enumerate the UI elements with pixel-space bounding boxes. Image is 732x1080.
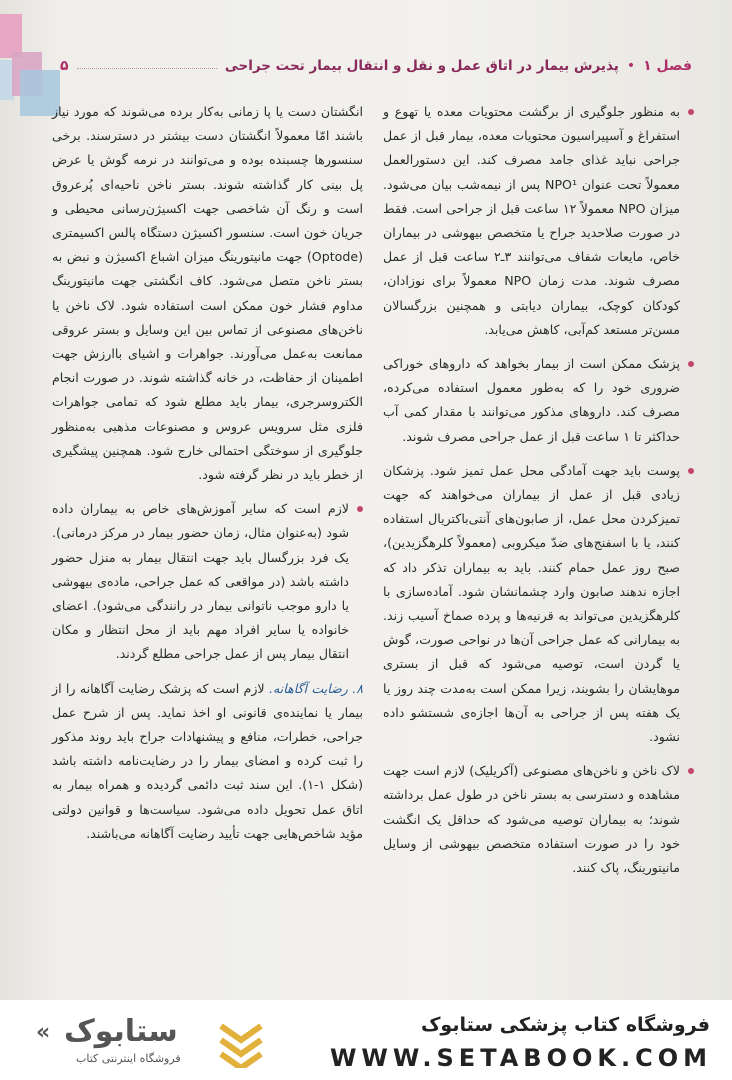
store-name: فروشگاه کتاب پزشکی ستابوک bbox=[420, 1014, 710, 1036]
bullet-paragraph bbox=[383, 100, 694, 342]
bullet-paragraph bbox=[383, 352, 694, 449]
paragraph-text: لازم است که پزشک رضایت آگاهانه را از بیمار یا نماینده‌ی قانونی او اخذ نماید. پس از شرح عمل جراحی، خطرات، منافع و پیشنهادات جراح باید روند مذکور را ثبت کرده و امضای بیمار را در رضایت‌نامه داشته باشد (شکل ۱-۱). این سند ثبت دائمی گردیده و همراه بیمار به اتاق عمل تحویل داده می‌شود. سیاست‌ها و قوانین دولتی مؤید شاخص‌هایی جهت تأیید رضایت آگاهانه می‌باشند. bbox=[52, 680, 364, 841]
bullet-dot-icon bbox=[688, 468, 694, 474]
bullet-paragraph bbox=[383, 759, 694, 880]
running-header bbox=[60, 38, 692, 74]
right-column bbox=[383, 100, 694, 995]
logo-wordmark: ستابوک bbox=[64, 1014, 178, 1049]
footer-banner bbox=[0, 1000, 732, 1080]
paragraph-text: پوست باید جهت آمادگی محل عمل تمیز شود. پزشکان زیادی قبل از عمل از بیماران می‌خواهند که جهت تمیزکردن محل عمل، از صابون‌های آنتی‌باکتریال استفاده کنند، یا با اسفنج‌های ضدّ میکروبی (معمولاً کلرهگزیدین)، صبح روز عمل حمام کنند. باید به بیماران تذکر داد که اجازه ندهند صابون وارد چشمانشان شود. آماده‌سازی با کلرهگزیدین می‌تواند به قرنیه‌ها و پرده صماخ آسیب زند. به بیمارانی که عمل جراحی آن‌ها در نواحی صورت، گوش یا گردن است، توصیه می‌شود که قبل از بستری موهایشان را بشویند، زیرا ممکن است به‌مدت چند روز یا یک هفته پس از جراحی به آن‌ها اجازه‌ی شستشو داده نشود. bbox=[383, 462, 680, 745]
paragraph-text: انگشتان دست یا پا زمانی به‌کار برده می‌شوند که مورد نیاز باشند امّا معمولاً انگشتان دست بیشتر در دسترسند. برخی سنسورها چسبنده بوده و می‌توانند در نرمه گوش یا عرض پل بینی کار گذاشته شوند. بستر ناخن ناحیه‌ای پُرعروق است و رنگ آن شاخصی جهت اکسیژن‌رسانی محیطی و جریان خون است. سنسور اکسیژن دستگاه پالس اکسیمتری (Optode) جهت مانیتورینگ میزان اشباع اکسیژن و نبض به بستر ناخن متصل می‌شود. کاف انگشتی جهت مانیتورینگ مداوم فشار خون ممکن است استفاده شود. لاک ناخن یا ناخن‌های مصنوعی از تماس بین این وسایل و بستر عروقی ممانعت به‌عمل می‌آورند. جواهرات و اشیای باارزش جهت اطمینان از حفاظت، در خانه گذاشته شوند. در صورت انجام الکتروسرجری، بیمار باید مطلع شود که تمامی جواهرات فلزی مثل سرویس عروس و مصنوعات مذهبی به‌منظور جلوگیری از سوختگی احتمالی خارج شود. همچنین پیشگیری از خطر باید در نظر گرفته شود. bbox=[52, 104, 363, 483]
chapter-label: فصل ۱ bbox=[643, 58, 692, 74]
logo-subtitle: فروشگاه اینترنتی کتاب bbox=[76, 1052, 181, 1065]
page-number: ۵ bbox=[60, 58, 69, 74]
paragraph-text: به منظور جلوگیری از برگشت محتویات معده یا تهوع و استفراغ و آسپیراسیون محتویات معده، بیمار قبل از عمل جراحی نباید غذای جامد مصرف کند. این دستورالعمل معمولاً تحت عنوان NPO¹ پس از نیمه‌شب بیان می‌شود. میزان NPO معمولاً ۱۲ ساعت قبل از جراحی است. فقط در صورت صلاحدید جراح یا متخصص بیهوشی در بیماران خاص، مایعات شفاف می‌توانند ۳ـ۲ ساعت قبل از عمل مصرف شوند. مدت زمان NPO معمولاً برای نوزادان، کودکان کوچک، بیماران دیابتی و همچنین بزرگسالان مسن‌تر مستعد کم‌آبی، کاهش می‌یابد. bbox=[383, 104, 680, 337]
text-columns bbox=[52, 100, 694, 995]
bullet-dot-icon bbox=[688, 109, 694, 115]
section-heading: ۸. رضایت آگاهانه. bbox=[268, 680, 363, 696]
logo-chevron-icon bbox=[216, 1018, 266, 1068]
paragraph-text: لاک ناخن و ناخن‌های مصنوعی (آکریلیک) لازم است جهت مشاهده و دسترسی به بستر ناخن در طول عمل برداشته شوند؛ به بیماران توصیه می‌شود که حداقل یک انگشت خود را در صورت استفاده متخصص بیهوشی از وسایل مانیتورینگ، پاک کنند. bbox=[383, 763, 680, 876]
paragraph-text: پزشک ممکن است از بیمار بخواهد که داروهای خوراکی ضروری خود را که به‌طور معمول استفاده می‌کرده، مصرف کند. داروهای مذکور می‌توانند با مقدار کمی آب حداکثر تا ۱ ساعت قبل از عمل جراحی مصرف شوند. bbox=[383, 356, 680, 444]
header-dot: • bbox=[626, 58, 636, 74]
store-url[interactable]: WWW.SETABOOK.COM bbox=[329, 1044, 712, 1072]
header-title: پذیرش بیمار در اتاق عمل و نقل و انتقال بیمار تحت جراحی bbox=[224, 58, 619, 74]
paragraph-text: لازم است که سایر آموزش‌های خاص به بیماران داده شود (به‌عنوان مثال، زمان حضور بیمار در مرکز درمانی). یک فرد بزرگسال باید جهت انتقال بیمار به منزل حضور داشته باشد (در مواقعی که عمل جراحی، ماده‌ی بیهوشی یا دارو موجب ناتوانی بیمار در رانندگی می‌شود). اعضای خانواده یا سایر افراد مهم باید از محل انتظار و مکان انتقال بیمار پس از عمل جراحی مطلع گردند. bbox=[52, 501, 349, 662]
header-dotted-rule bbox=[77, 68, 217, 69]
double-chevron-icon: « bbox=[36, 1020, 51, 1045]
bullet-dot-icon bbox=[357, 506, 363, 512]
setabook-logo[interactable] bbox=[36, 1014, 266, 1070]
bullet-dot-icon bbox=[688, 361, 694, 367]
paragraph bbox=[52, 100, 363, 487]
left-column bbox=[52, 100, 363, 995]
paragraph bbox=[52, 677, 363, 846]
bullet-dot-icon bbox=[688, 768, 694, 774]
bullet-paragraph bbox=[52, 497, 363, 666]
bullet-paragraph bbox=[383, 459, 694, 749]
